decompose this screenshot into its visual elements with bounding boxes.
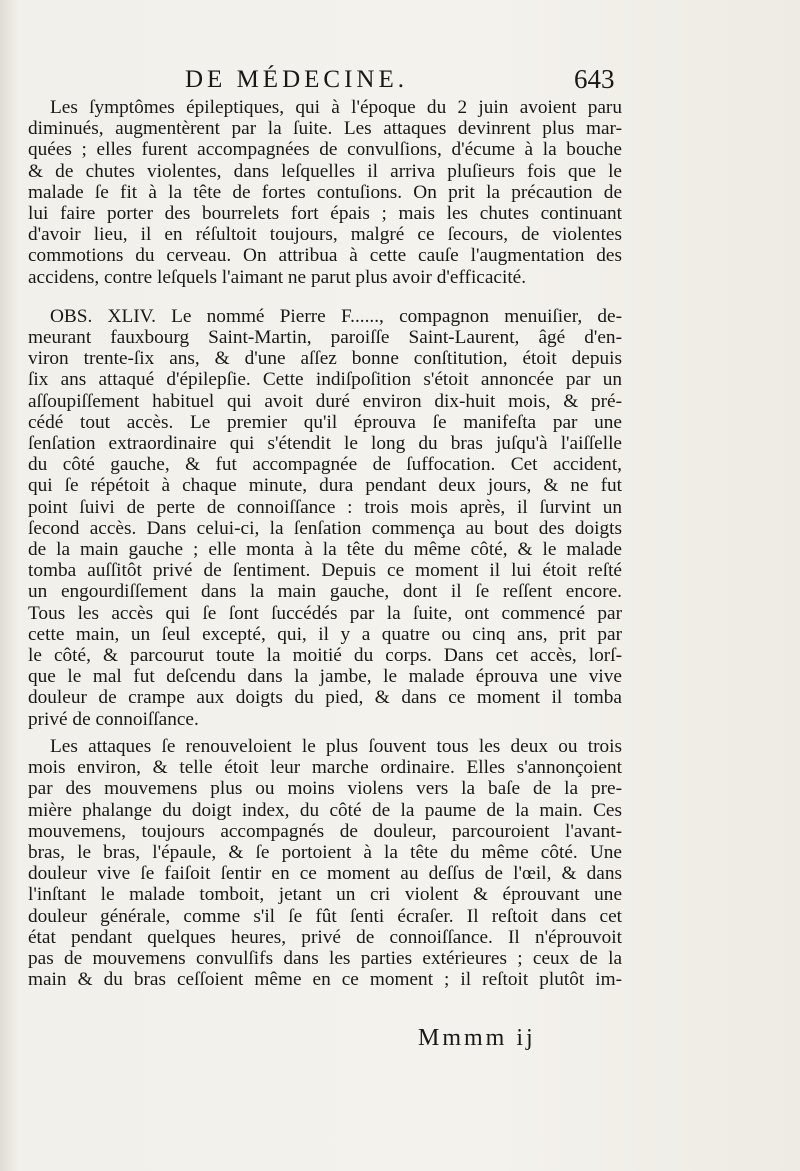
text-line: malade ſe fit à la tête de fortes contuſions. On prit la précaution de [28, 181, 622, 203]
paragraph-3 [28, 736, 622, 990]
text-line: ſenſation extraordinaire qui s'étendit le long du bras juſqu'à l'aiſſelle [28, 433, 622, 455]
text-line: par des mouvemens plus ou moins violens vers la baſe de la pre- [28, 778, 622, 800]
text-line: ſecond accès. Dans celui-ci, la ſenſation commença au bout des doigts [28, 517, 622, 539]
text-line: mière phalange du doigt index, du côté de la paume de la main. Ces [28, 799, 622, 821]
paragraph-1 [28, 97, 622, 288]
text-line: pas de mouvemens convulſifs dans les parties extérieures ; ceux de la [28, 947, 622, 969]
text-line: cette main, un ſeul excepté, qui, il y a quatre ou cinq ans, prit par [28, 623, 622, 645]
text-line: ſix ans attaqué d'épilepſie. Cette indiſpoſition s'étoit annoncée par un [28, 369, 622, 391]
text-line: de la main gauche ; elle monta à la tête du même côté, & le malade [28, 539, 622, 561]
paragraph-gap [28, 288, 622, 306]
text-line: Tous les accès qui ſe ſont ſuccédés par la ſuite, ont commencé par [28, 602, 622, 624]
running-title: DE MÉDECINE. [185, 66, 408, 93]
text-line: & de chutes violentes, dans leſquelles il arriva pluſieurs fois que le [28, 160, 622, 182]
text-line: aſſoupiſſement habituel qui avoit duré environ dix-huit mois, & pré- [28, 390, 622, 412]
text-line: douleur vive ſe faiſoit ſentir en ce moment au deſſus de l'œil, & dans [28, 863, 622, 885]
text-line: cédé tout accès. Le premier qu'il éprouva ſe manifeſta par une [28, 411, 622, 433]
text-line: d'avoir lieu, il en réſultoit toujours, malgré ce ſecours, de violentes [28, 224, 622, 246]
text-line: viron trente-ſix ans, & d'une aſſez bonne conſtitution, étoit depuis [28, 348, 622, 370]
text-line: mois environ, & telle étoit leur marche ordinaire. Elles s'annonçoient [28, 757, 622, 779]
text-line: mouvemens, toujours accompagnés de douleur, parcouroient l'avant- [28, 820, 622, 842]
body-text [28, 97, 622, 990]
text-line: accidens, contre leſquels l'aimant ne parut plus avoir d'efficacité. [28, 266, 527, 288]
text-line: diminués, augmentèrent par la ſuite. Les attaques devinrent plus mar- [28, 118, 622, 140]
page-header [0, 60, 800, 100]
text-line: état pendant quelques heures, privé de connoiſſance. Il n'éprouvoit [28, 926, 622, 948]
text-line: privé de connoiſſance. [28, 708, 199, 730]
text-line: meurant fauxbourg Saint-Martin, paroiſſe Saint-Laurent, âgé d'en- [28, 327, 622, 349]
text-line: tomba auſſitôt privé de ſentiment. Depuis ce moment il lui étoit reſté [28, 560, 622, 582]
text-line: commotions du cerveau. On attribua à cette cauſe l'augmentation des [28, 245, 622, 267]
text-line: le côté, & parcourut toute la moitié du corps. Dans cet accès, lorſ- [28, 645, 622, 667]
catchword-signature: Mmmm ij [418, 1025, 536, 1051]
text-line: Les ſymptômes épileptiques, qui à l'époque du 2 juin avoient paru [50, 97, 622, 118]
text-line: que le mal fut deſcendu dans la jambe, le malade éprouva une vive [28, 666, 622, 688]
text-line: main & du bras ceſſoient même en ce moment ; il reſtoit plutôt im- [28, 969, 622, 991]
text-line: quées ; elles furent accompagnées de convulſions, d'écume à la bouche [28, 139, 622, 161]
text-line: bras, le bras, l'épaule, & ſe portoient à la tête du même côté. Une [28, 841, 622, 863]
text-line: OBS. XLIV. Le nommé Pierre F......, compagnon menuiſier, de- [50, 305, 622, 327]
text-line: un engourdiſſement dans la main gauche, dont il ſe reſſent encore. [28, 581, 622, 603]
text-line: douleur générale, comme s'il ſe fût ſenti écraſer. Il reſtoit dans cet [28, 905, 622, 927]
text-line: Les attaques ſe renouveloient le plus ſouvent tous les deux ou trois [50, 735, 622, 757]
text-line: l'inſtant le malade tomboit, jetant un cri violent & éprouvant une [28, 884, 622, 906]
text-line: douleur de crampe aux doigts du pied, & dans ce moment il tomba [28, 687, 622, 709]
paragraph-2 [28, 306, 622, 730]
text-line: qui ſe répétoit à chaque minute, dura pendant deux jours, & ne fut [28, 475, 622, 497]
text-line: du côté gauche, & fut accompagnée de ſuffocation. Cet accident, [28, 454, 622, 476]
page-number: 643 [574, 64, 615, 94]
text-line: point ſuivi de perte de connoiſſance : trois mois après, il ſurvint un [28, 496, 622, 518]
text-line: lui faire porter des bourrelets fort épais ; mais les chutes continuant [28, 203, 622, 225]
